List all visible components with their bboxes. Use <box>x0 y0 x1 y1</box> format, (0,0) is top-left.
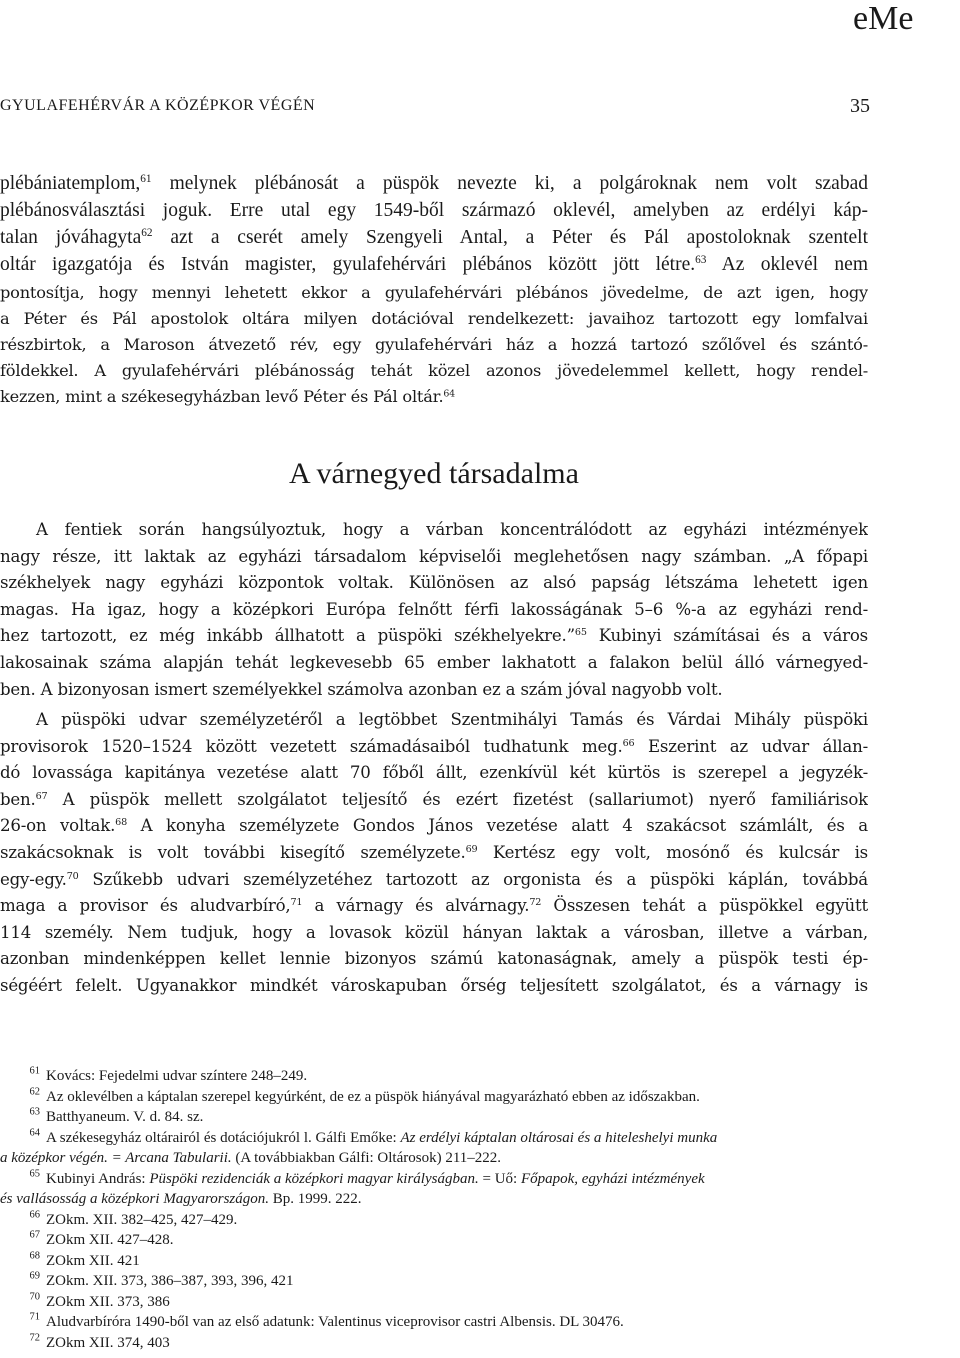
footnote-text: Kubinyi András: <box>46 1170 150 1187</box>
text-line: provisorok 1520–1524 között vezetett számadásaiból tudhatunk meg.$^{66}$ Eszerint az udvar állan- <box>0 736 868 756</box>
footnote-64 <box>0 1128 868 1149</box>
footnote-61 <box>0 1066 868 1087</box>
text-line: 26-on voltak.$^{68}$ A konyha személyzete Gondos János vezetése alatt 4 szakácsot számlált, és a <box>0 816 868 836</box>
text-line: dó lovassága kapitánya vezetése alatt 70 főből állt, ezenkívül két kürtös is szerepel a jegyzék- <box>0 763 868 783</box>
footnote-text: Bp. 1999. 222. <box>269 1191 362 1207</box>
footnote-69 <box>0 1271 868 1292</box>
footnote-ref: 67 <box>35 791 48 803</box>
footnote-ref: 61 <box>140 173 152 186</box>
footnote-text: Batthyaneum. V. d. 84. sz. <box>46 1109 204 1125</box>
footnote-italic: és vallásosság a középkori Magyarországon. <box>0 1191 270 1207</box>
paragraph-1 <box>0 170 868 278</box>
footnote-text: (A továbbiakban Gálfi: Oltárosok) 211–222. <box>231 1150 502 1166</box>
text-line: pontosítja, hogy mennyi lehetett ekkor a gyulafehérvári plébános jövedelme, de azt igen, hogy <box>0 283 868 302</box>
footnote-number: 69 <box>29 1270 40 1282</box>
footnote-ref: 63 <box>695 254 707 267</box>
footnote-text: ZOkm. XII. 373, 386–387, 393, 396, 421 <box>46 1273 294 1289</box>
footnote-65 <box>0 1169 868 1190</box>
text-line: hez tartozott, ez még inkább állhatott a püspöki székhelyekre.”$^{65}$ Kubinyi számításai és a város <box>0 626 868 646</box>
footnote-text: ZOkm XII. 374, 403 <box>46 1334 170 1351</box>
footnote-70 <box>0 1292 868 1313</box>
footnote-ref: 68 <box>115 817 127 829</box>
running-head: GYULAFEHÉRVÁR A KÖZÉPKOR VÉGÉN <box>0 97 316 114</box>
text-line: A püspöki udvar személyzetéről a legtöbbet Szentmihályi Tamás és Várdai Mihály püspöki <box>36 710 868 729</box>
footnote-text: ZOkm. XII. 382–425, 427–429. <box>46 1211 238 1228</box>
text-line: ben. A bizonyosan ismert személyekkel számolva azonban ez a szám jóval nagyobb volt. <box>0 679 723 699</box>
footnote-71 <box>0 1312 868 1333</box>
text-line: kezzen, mint a székesegyházban levő Péter és Pál oltár.$^{64}$ <box>0 387 455 406</box>
footnote-italic: Főpapok, egyházi intézmények <box>520 1170 705 1187</box>
footnote-number: 72 <box>29 1332 40 1344</box>
footnote-66 <box>0 1210 868 1231</box>
footnote-italic: Püspöki rezidenciák a középkori magyar királyságban. <box>149 1170 479 1187</box>
footnote-number: 64 <box>29 1127 40 1139</box>
text-line: egy-egy.$^{70}$ Szűkebb udvari személyzetéhez tartozott az orgonista és a püspöki káplán, továbbá <box>0 869 868 889</box>
footnote-64-cont <box>0 1148 868 1169</box>
footnote-number: 70 <box>29 1291 40 1303</box>
section-title: A várnegyed társadalma <box>289 457 579 490</box>
text-line: szakácsoknak is volt további kisegítő személyzete.$^{69}$ Kertész egy volt, mosónő és kulcsár is <box>0 842 868 862</box>
footnote-number: 68 <box>29 1250 40 1262</box>
footnote-72 <box>0 1333 868 1354</box>
text-line: 114 személy. Nem tudjuk, hogy a lovasok közül hányan laktak a városban, illetve a várban, <box>0 922 868 942</box>
text-line: talan jóváhagyta$^{62}$ azt a cserét amely Szengyeli Antal, a Péter és Pál apostoloknak szentelt <box>0 227 868 248</box>
footnote-text: ZOkm XII. 421 <box>46 1252 140 1269</box>
footnote-text: Kovács: Fejedelmi udvar színtere 248–249. <box>46 1068 308 1084</box>
footnote-text: ZOkm XII. 427–428. <box>46 1232 174 1248</box>
footnote-number: 63 <box>29 1106 40 1118</box>
text-line: ségéért felelt. Ugyanakkor mindkét városkapuban őrség teljesített szolgálatot, és a várnagy is <box>0 975 868 995</box>
text-line: maga a provisor és aludvarbíró,$^{71}$ a várnagy és alvárnagy.$^{72}$ Összesen tehát a püspökkel együtt <box>0 896 868 916</box>
publisher-logo: eMe <box>853 0 914 37</box>
footnote-italic: a középkor végén. = Arcana Tabularii. <box>0 1150 232 1166</box>
paragraph-3 <box>0 707 868 1000</box>
text-line: azonban mindenképpen kellet lennie bizonyos számú katonaságnak, amely a püspök testi ép- <box>0 949 868 969</box>
text-line: A fentiek során hangsúlyoztuk, hogy a várban koncentrálódott az egyházi intézmények <box>36 520 868 539</box>
footnote-ref: 71 <box>290 897 303 909</box>
footnote-ref: 62 <box>141 227 153 240</box>
text-line: földekkel. A gyulafehérvári plébánosság tehát közel azonos jövedelemmel kellett, hogy rendel- <box>0 361 868 380</box>
footnote-text: A székesegyház oltárairól és dotációjukról l. Gálfi Emőke: <box>46 1129 401 1146</box>
text-line: magas. Ha igaz, hogy a középkori Európa felnőtt férfi lakosságának 5–6 %-a az egyházi rend- <box>0 599 868 619</box>
footnote-text: ZOkm XII. 373, 386 <box>46 1293 170 1310</box>
text-line: székhelyek nagy egyházi központok voltak. Különösen az alsó papság létszáma lehetett igen <box>0 573 868 593</box>
text-line: plébániatemplom,$^{61}$ melynek plébánosát a püspök nevezte ki, a polgároknak nem volt szabad <box>0 173 868 194</box>
footnote-63 <box>0 1107 868 1128</box>
text-line: plébánosválasztási joguk. Erre utal egy 1549-ből származó oklevél, amelyben az erdélyi káp- <box>0 200 868 221</box>
text-line: lakosainak száma alapján tehát legkevesebb 65 ember lakhatott a falakon belül álló várnegyed- <box>0 652 868 672</box>
footnote-ref: 70 <box>66 870 79 882</box>
text-line: ben.$^{67}$ A püspök mellett szolgálatot teljesítő és ezért fizetést (sallariumot) nyerő familiárisok <box>0 789 868 809</box>
footnote-italic: Az erdélyi káptalan oltárosai és a hiteleshelyi munka <box>400 1129 718 1146</box>
footnote-number: 66 <box>29 1209 40 1221</box>
paragraph-2 <box>0 517 868 703</box>
footnote-65-cont <box>0 1189 868 1210</box>
footnote-text: Aludvarbíróra 1490-ből van az első adatunk: Valentinus viceprovisor castri Albensis. DL 30476. <box>46 1314 624 1330</box>
text-line: a Péter és Pál apostolok oltára milyen dotációval rendelkezett: javaihoz tartozott egy lomfalvai <box>0 309 868 328</box>
footnote-ref: 66 <box>622 737 635 749</box>
footnote-number: 62 <box>29 1086 40 1098</box>
text-line: nagy része, itt laktak az egyházi társadalom képviselői meglehetősen nagy számban. „A főpapi <box>0 546 868 566</box>
footnote-ref: 65 <box>574 627 587 639</box>
footnote-number: 65 <box>29 1168 40 1180</box>
page-number: 35 <box>850 95 870 117</box>
footnote-text: Az oklevélben a káptalan szerepel kegyúrként, de ez a püspök hiányával magyarázható ebben az időszakban. <box>46 1088 700 1105</box>
footnote-ref: 72 <box>529 897 542 909</box>
paragraph-1-cont <box>0 280 868 410</box>
footnote-number: 71 <box>29 1311 40 1323</box>
footnote-ref: 64 <box>443 388 455 400</box>
text-line: részbirtok, a Maroson átvezető rév, egy gyulafehérvári ház a hozzá tartozó szőlővel és szántó- <box>0 335 868 354</box>
footnote-68 <box>0 1251 868 1272</box>
footnotes <box>0 1066 868 1353</box>
footnote-67 <box>0 1230 868 1251</box>
footnote-number: 61 <box>29 1065 40 1077</box>
footnote-62 <box>0 1087 868 1108</box>
footnote-text: = Uő: <box>478 1170 521 1187</box>
footnote-number: 67 <box>29 1229 40 1241</box>
footnote-ref: 69 <box>465 844 478 856</box>
text-line: oltár igazgatója és István magister, gyulafehérvári plébános között jött létre.$^{63}$ Az oklevél nem <box>0 254 868 275</box>
